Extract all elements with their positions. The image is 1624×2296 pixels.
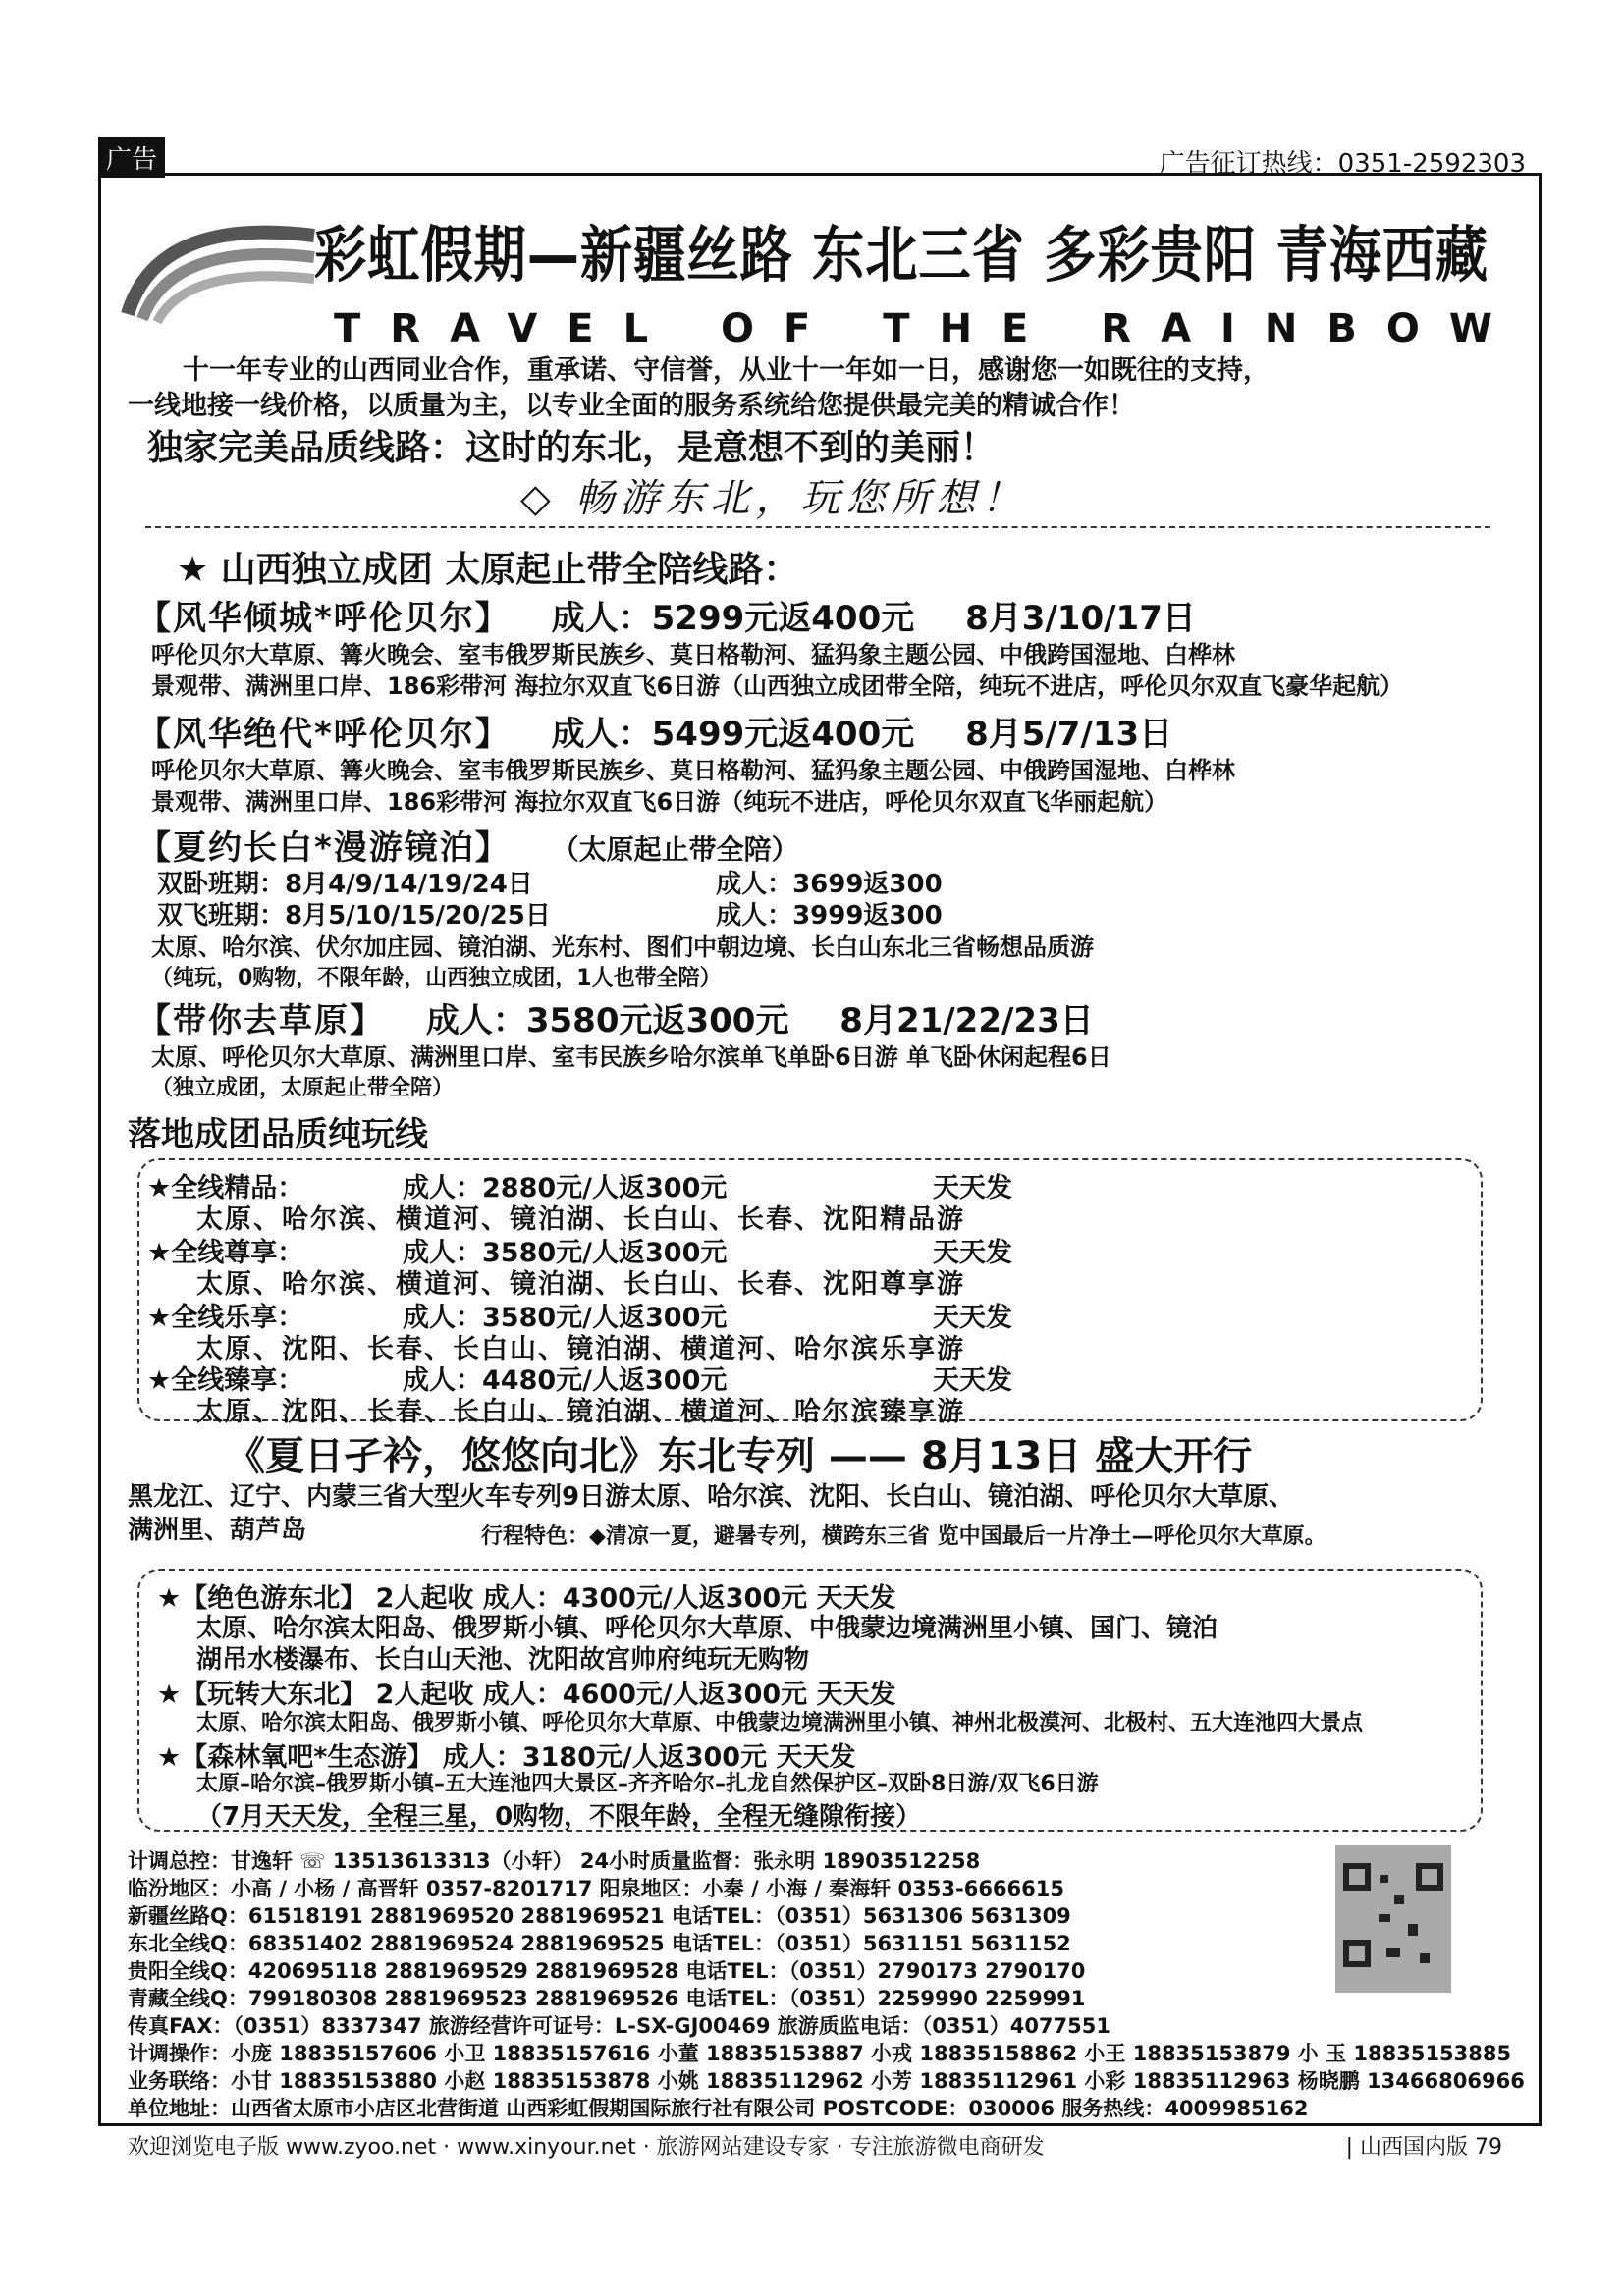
route-note: （太原起止带全陪） — [551, 833, 799, 866]
intro-line-2: 一线地接一线价格，以质量为主，以专业全面的服务系统给您提供最完美的精诚合作！ — [128, 391, 1135, 421]
route-name: 【带你去草原】 — [137, 1001, 385, 1041]
contact-line: 单位地址：山西省太原市小店区北营街道 山西彩虹假期国际旅行社有限公司 POSTCODE：030006 服务热线：4009985162 — [128, 2097, 1309, 2120]
rainbow-logo-icon — [118, 196, 334, 334]
route-schedule: 双卧班期：8月4/9/14/19/24日 — [157, 870, 533, 899]
feature-desc-line: 黑龙江、辽宁、内蒙三省大型火车专列9日游太原、哈尔滨、沈阳、长白山、镜泊湖、呼伦贝尔大草原、 — [128, 1482, 1295, 1512]
package-head: ★【绝色游东北】 2人起收 成人：4300元/人返300元 天天发 — [157, 1583, 896, 1614]
route-desc: 呼伦贝尔大草原、篝火晚会、室韦俄罗斯民族乡、莫日格勒河、猛犸象主题公园、中俄跨国湿地、白桦林 — [151, 641, 1235, 668]
feature-desc-line: 满洲里、葫芦岛 — [128, 1516, 307, 1545]
contact-line: 计调总控：甘逸轩 ☏ 13513613313（小轩） 24小时质量监督：张永明 18903512258 — [128, 1849, 981, 1873]
route-desc: （纯玩，0购物，不限年龄，山西独立成团，1人也带全陪） — [151, 966, 722, 990]
package-head: ★【玩转大东北】 2人起收 成人：4600元/人返300元 天天发 — [157, 1680, 896, 1710]
route-desc: 景观带、满洲里口岸、186彩带河 海拉尔双直飞6日游（山西独立成团带全陪，纯玩不进店，呼伦贝尔双直飞豪华起航） — [151, 672, 1404, 700]
item-name: ★全线尊享： — [147, 1238, 304, 1268]
footer — [128, 2130, 1502, 2161]
english-subtitle: TRAVEL OF THE RAINBOW — [334, 306, 1523, 351]
route-price: 成人：3580元返300元 — [425, 1001, 789, 1041]
feature-train-title: 《夏日孑衿，悠悠向北》东北专列 —— 8月13日 盛大开行 — [226, 1434, 1253, 1479]
item-desc: 太原、哈尔滨、横道河、镜泊湖、长白山、长春、沈阳精品游 — [196, 1204, 965, 1235]
contact-line: 计调操作：小庞 18835157606 小卫 18835157616 小董 18835153887 小戎 18835158862 小王 18835153879 小 玉 18835153885 — [128, 2042, 1512, 2065]
route-price: 成人：5499元返400元 — [551, 715, 915, 754]
item-price: 成人：2880元/人返300元 — [403, 1173, 728, 1203]
route-name: 【夏约长白*漫游镜泊】 — [137, 828, 511, 868]
package-desc: 太原、哈尔滨太阳岛、俄罗斯小镇、呼伦贝尔大草原、中俄蒙边境满洲里小镇、国门、镜泊 — [196, 1614, 1218, 1643]
item-frequency: 天天发 — [933, 1173, 1012, 1203]
item-name: ★全线乐享： — [147, 1303, 304, 1333]
slogan-main: 独家完美品质线路：这时的东北，是意想不到的美丽！ — [147, 428, 997, 468]
contact-line: 贵阳全线Q：420695118 2881969529 2881969528 电话TEL：（0351）2790173 2790170 — [128, 1959, 1086, 1983]
package-desc: 太原–哈尔滨–俄罗斯小镇–五大连池四大景区–齐齐哈尔–扎龙自然保护区–双卧8日游/双飞6日游 — [196, 1772, 1099, 1796]
item-price: 成人：3580元/人返300元 — [403, 1303, 728, 1333]
page-number: | 山西国内版 79 — [1345, 2135, 1502, 2160]
package-desc: （7月天天发，全程三星，0购物，不限年龄，全程无缝隙衔接） — [196, 1802, 922, 1832]
route-card — [137, 591, 1532, 702]
item-frequency: 天天发 — [933, 1303, 1012, 1333]
contact-line: 东北全线Q：68351402 2881969524 2881969525 电话TEL：（0351）5631151 5631152 — [128, 1932, 1071, 1955]
route-price: 成人：3699返300 — [716, 870, 943, 899]
feature-note: 行程特色：◆清凉一夏，避暑专列，横跨东三省 览中国最后一片净土—呼伦贝尔大草原。 — [481, 1524, 1326, 1549]
contact-line: 青藏全线Q：799180308 2881969523 2881969526 电话TEL：（0351）2259990 2259991 — [128, 1987, 1086, 2010]
item-name: ★全线臻享： — [147, 1365, 304, 1396]
ad-hotline: 广告征订热线：0351-2592303 — [1159, 149, 1526, 179]
intro-line-1: 十一年专业的山西同业合作，重承诺、守信誉，从业十一年如一日，感谢您一如既往的支持， — [183, 355, 1270, 386]
route-schedule: 双飞班期：8月5/10/15/20/25日 — [157, 901, 551, 931]
footer-text: 欢迎浏览电子版 www.zyoo.net · www.xinyour.net · 旅游网站建设专家 · 专注旅游微电商研发 — [128, 2135, 1045, 2160]
contact-line: 业务联络：小甘 18835153880 小赵 18835153878 小姚 18835112962 小芳 18835112961 小彩 18835112963 杨晓鹏 13466806966 — [128, 2069, 1525, 2093]
route-name: 【风华绝代*呼伦贝尔】 — [137, 715, 511, 754]
route-price: 成人：5299元返400元 — [551, 599, 915, 638]
item-desc: 太原、沈阳、长春、长白山、镜泊湖、横道河、哈尔滨乐享游 — [196, 1334, 965, 1364]
intro-text — [128, 353, 1512, 424]
item-price: 成人：4480元/人返300元 — [403, 1365, 728, 1396]
section-title-independent-group: ★ 山西独立成团 太原起止带全陪线路： — [177, 550, 799, 590]
route-desc: 太原、呼伦贝尔大草原、满洲里口岸、室韦民族乡哈尔滨单飞单卧6日游 单飞卧休闲起程6日 — [151, 1043, 1111, 1071]
contact-line: 临汾地区：小高 / 小杨 / 高晋轩 0357-8201717 阳泉地区：小秦 / 小海 / 秦海轩 0353-6666615 — [128, 1877, 1064, 1900]
route-date: 8月3/10/17日 — [965, 599, 1196, 638]
route-desc: 太原、哈尔滨、伏尔加庄园、镜泊湖、光东村、图们中朝边境、长白山东北三省畅想品质游 — [151, 934, 1094, 961]
route-desc: 景观带、满洲里口岸、186彩带河 海拉尔双直飞6日游（纯玩不进店，呼伦贝尔双直飞华丽起航） — [151, 788, 1168, 816]
item-desc: 太原、沈阳、长春、长白山、镜泊湖、横道河、哈尔滨臻享游 — [196, 1397, 965, 1427]
route-card — [137, 993, 1532, 1104]
package-head: ★【森林氧吧*生态游】 成人：3180元/人返300元 天天发 — [157, 1742, 856, 1773]
ad-label: 广告 — [98, 137, 165, 178]
item-frequency: 天天发 — [933, 1365, 1012, 1396]
route-desc: （独立成团，太原起止带全陪） — [151, 1076, 455, 1100]
item-name: ★全线精品： — [147, 1173, 304, 1203]
contact-line: 传真FAX：（0351）8337347 旅游经营许可证号：L-SX-GJ00469 旅游质监电话：（0351）4077551 — [128, 2014, 1110, 2038]
route-card — [137, 821, 1532, 994]
contact-line: 新疆丝路Q：61518191 2881969520 2881969521 电话TEL：（0351）5631306 5631309 — [128, 1904, 1071, 1928]
route-price: 成人：3999返300 — [716, 901, 943, 931]
route-name: 【风华倾城*呼伦贝尔】 — [137, 599, 511, 638]
divider — [145, 526, 1490, 528]
page-title: 彩虹假期—新疆丝路 东北三省 多彩贵阳 青海西藏 — [314, 219, 1489, 291]
package-desc: 太原、哈尔滨太阳岛、俄罗斯小镇、呼伦贝尔大草原、中俄蒙边境满洲里小镇、神州北极漠河、北极村、五大连池四大景点 — [196, 1711, 1364, 1735]
slogan-script: ◇ 畅游东北，玩您所想！ — [520, 476, 1027, 521]
package-desc: 湖吊水楼瀑布、长白山天池、沈阳故宫帅府纯玩无购物 — [196, 1645, 810, 1675]
qr-code-icon — [1335, 1845, 1451, 1993]
item-desc: 太原、哈尔滨、横道河、镜泊湖、长白山、长春、沈阳尊享游 — [196, 1269, 965, 1300]
route-desc: 呼伦贝尔大草原、篝火晚会、室韦俄罗斯民族乡、莫日格勒河、猛犸象主题公园、中俄跨国湿地、白桦林 — [151, 757, 1235, 784]
route-date: 8月21/22/23日 — [839, 1001, 1094, 1041]
item-frequency: 天天发 — [933, 1238, 1012, 1268]
route-card — [137, 707, 1532, 818]
route-date: 8月5/7/13日 — [965, 715, 1173, 754]
section-title-landing: 落地成团品质纯玩线 — [128, 1115, 428, 1154]
item-price: 成人：3580元/人返300元 — [403, 1238, 728, 1268]
